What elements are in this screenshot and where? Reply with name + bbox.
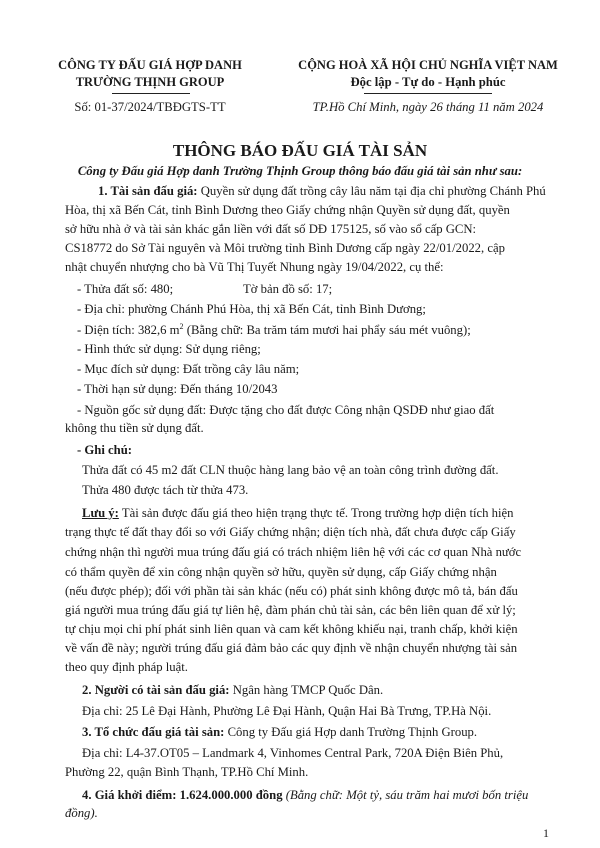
section1-line1: [98, 184, 546, 199]
note-label: - Ghi chú:: [77, 443, 132, 457]
price-in-words-line2: đồng).: [65, 806, 98, 820]
warning-line9: theo quy định pháp luật.: [65, 660, 188, 674]
intro-line: Công ty Đấu giá Hợp danh Trường Thịnh Group thông báo đấu giá tài sản như sau:: [77, 164, 523, 178]
map-sheet: Tờ bản đồ số: 17;: [243, 282, 333, 296]
warning-text1: Tài sản được đấu giá theo hiện trạng thực tế. Trong trường hợp diện tích hiện: [121, 506, 514, 520]
note-line1: Thửa đất có 45 m2 đất CLN thuộc hàng lang bảo vệ an toàn công trình đường đất.: [82, 463, 499, 477]
area-text: - Diện tích: 382,6 m: [77, 323, 180, 338]
company-name-line1: CÔNG TY ĐẤU GIÁ HỢP DANH: [58, 58, 242, 72]
section3-address2: Phường 22, quận Bình Thạnh, TP.Hồ Chí Minh.: [65, 765, 309, 779]
section3-line1: [82, 725, 477, 740]
document-number: Số: 01-37/2024/TBĐGTS-TT: [74, 100, 226, 114]
company-underline: [112, 93, 190, 94]
section2-label: 2. Người có tài sản đấu giá:: [82, 683, 230, 697]
section2-address: Địa chỉ: 25 Lê Đại Hành, Phường Lê Đại Hành, Quận Hai Bà Trưng, TP.Hà Nội.: [82, 704, 492, 718]
land-area: [77, 322, 471, 338]
national-motto: Độc lập - Tự do - Hạnh phúc: [350, 75, 506, 89]
section2-value: Ngân hàng TMCP Quốc Dân.: [229, 683, 384, 697]
use-term: - Thời hạn sử dụng: Đến tháng 10/2043: [77, 382, 278, 396]
use-form: - Hình thức sử dụng: Sử dụng riêng;: [77, 342, 261, 356]
use-purpose: - Mục đích sử dụng: Đất trồng cây lâu năm;: [77, 362, 300, 376]
section1-line3: sở hữu nhà ở và tài sản khác gắn liền với đất số DĐ 175125, số vào sổ cấp GCN:: [65, 222, 477, 236]
land-address: - Địa chỉ: phường Chánh Phú Hòa, thị xã Bến Cát, tỉnh Bình Dương;: [77, 302, 426, 316]
warning-label: Lưu ý:: [82, 506, 119, 520]
warning-line1: [82, 506, 514, 521]
starting-price: 1.624.000.000 đồng: [176, 788, 283, 802]
section3-address1: Địa chỉ: L4-37.OT05 – Landmark 4, Vinhomes Central Park, 720A Điện Biên Phủ,: [82, 746, 504, 760]
section3-value: Công ty Đấu giá Hợp danh Trường Thịnh Group.: [224, 725, 478, 739]
section1-text1: Quyền sử dụng đất trồng cây lâu năm tại địa chỉ phường Chánh Phú: [200, 184, 546, 198]
section1-line5: nhật chuyển nhượng cho bà Vũ Thị Tuyết Nhung ngày 19/04/2022, cụ thể:: [65, 260, 444, 274]
section1-line4: CS18772 do Sở Tài nguyên và Môi trường tỉnh Bình Dương cấp ngày 22/01/2022, cập: [65, 241, 505, 255]
plot-number: - Thửa đất số: 480;: [77, 282, 174, 296]
land-origin-line1: - Nguồn gốc sử dụng đất: Được tặng cho đất được Công nhận QSDĐ như giao đất: [77, 403, 495, 417]
page-number: 1: [543, 826, 549, 840]
area-words: (Bằng chữ: Ba trăm tám mươi hai phẩy sáu mét vuông);: [183, 323, 471, 338]
warning-line7: tự chịu mọi chi phí phát sinh liên quan và cam kết không khiếu nại, tranh chấp, khởi kiện: [65, 622, 518, 636]
warning-line8: về vấn đề này; người trúng đấu giá đảm bảo các quy định về nhận chuyển nhượng tài sản: [65, 641, 518, 655]
company-name-line2: TRƯỜNG THỊNH GROUP: [75, 75, 225, 89]
warning-line3: chứng nhận thì người mua trúng đấu giá có trách nhiệm liên hệ với các cơ quan Nhà nước: [65, 545, 522, 559]
section4-label: 4. Giá khởi điểm:: [82, 788, 177, 802]
warning-line6: giá người mua trúng đấu giá tự liên hệ, đàm phán chủ tài sản, các bên liên quan để xử lý;: [65, 603, 516, 617]
warning-line2: trạng thực tế đất thay đổi so với Giấy chứng nhận; diện tích nhà, đất chưa được cấp Giấy: [65, 525, 516, 539]
land-origin-line2: không thu tiền sử dụng đất.: [65, 421, 204, 435]
price-in-words: (Bằng chữ: Một tỷ, sáu trăm hai mươi bốn triệu: [282, 788, 529, 802]
warning-line4: có thẩm quyền để xin công nhận quyền sở hữu, quyền sử dụng, cấp Giấy chứng nhận: [65, 565, 497, 579]
place-date: TP.Hồ Chí Minh, ngày 26 tháng 11 năm 2024: [312, 100, 544, 114]
section2-line1: [82, 683, 383, 698]
section3-label: 3. Tổ chức đấu giá tài sản:: [82, 725, 225, 739]
note-line2: Thửa 480 được tách từ thửa 473.: [82, 483, 249, 497]
motto-underline: [364, 93, 492, 94]
section4-line1: [82, 788, 528, 803]
section1-line2: Hòa, thị xã Bến Cát, tỉnh Bình Dương theo Giấy chứng nhận Quyền sử dụng đất, quyền: [65, 203, 510, 217]
warning-line5: (nếu được phép); đối với phần tài sản khác (nếu có) phát sinh không được mô tả, bán đấu: [65, 584, 518, 598]
area-superscript: 2: [179, 322, 184, 331]
section1-label: 1. Tài sản đấu giá:: [98, 184, 198, 198]
national-title: CỘNG HOÀ XÃ HỘI CHỦ NGHĨA VIỆT NAM: [298, 58, 558, 72]
page-title: THÔNG BÁO ĐẤU GIÁ TÀI SẢN: [172, 141, 428, 160]
